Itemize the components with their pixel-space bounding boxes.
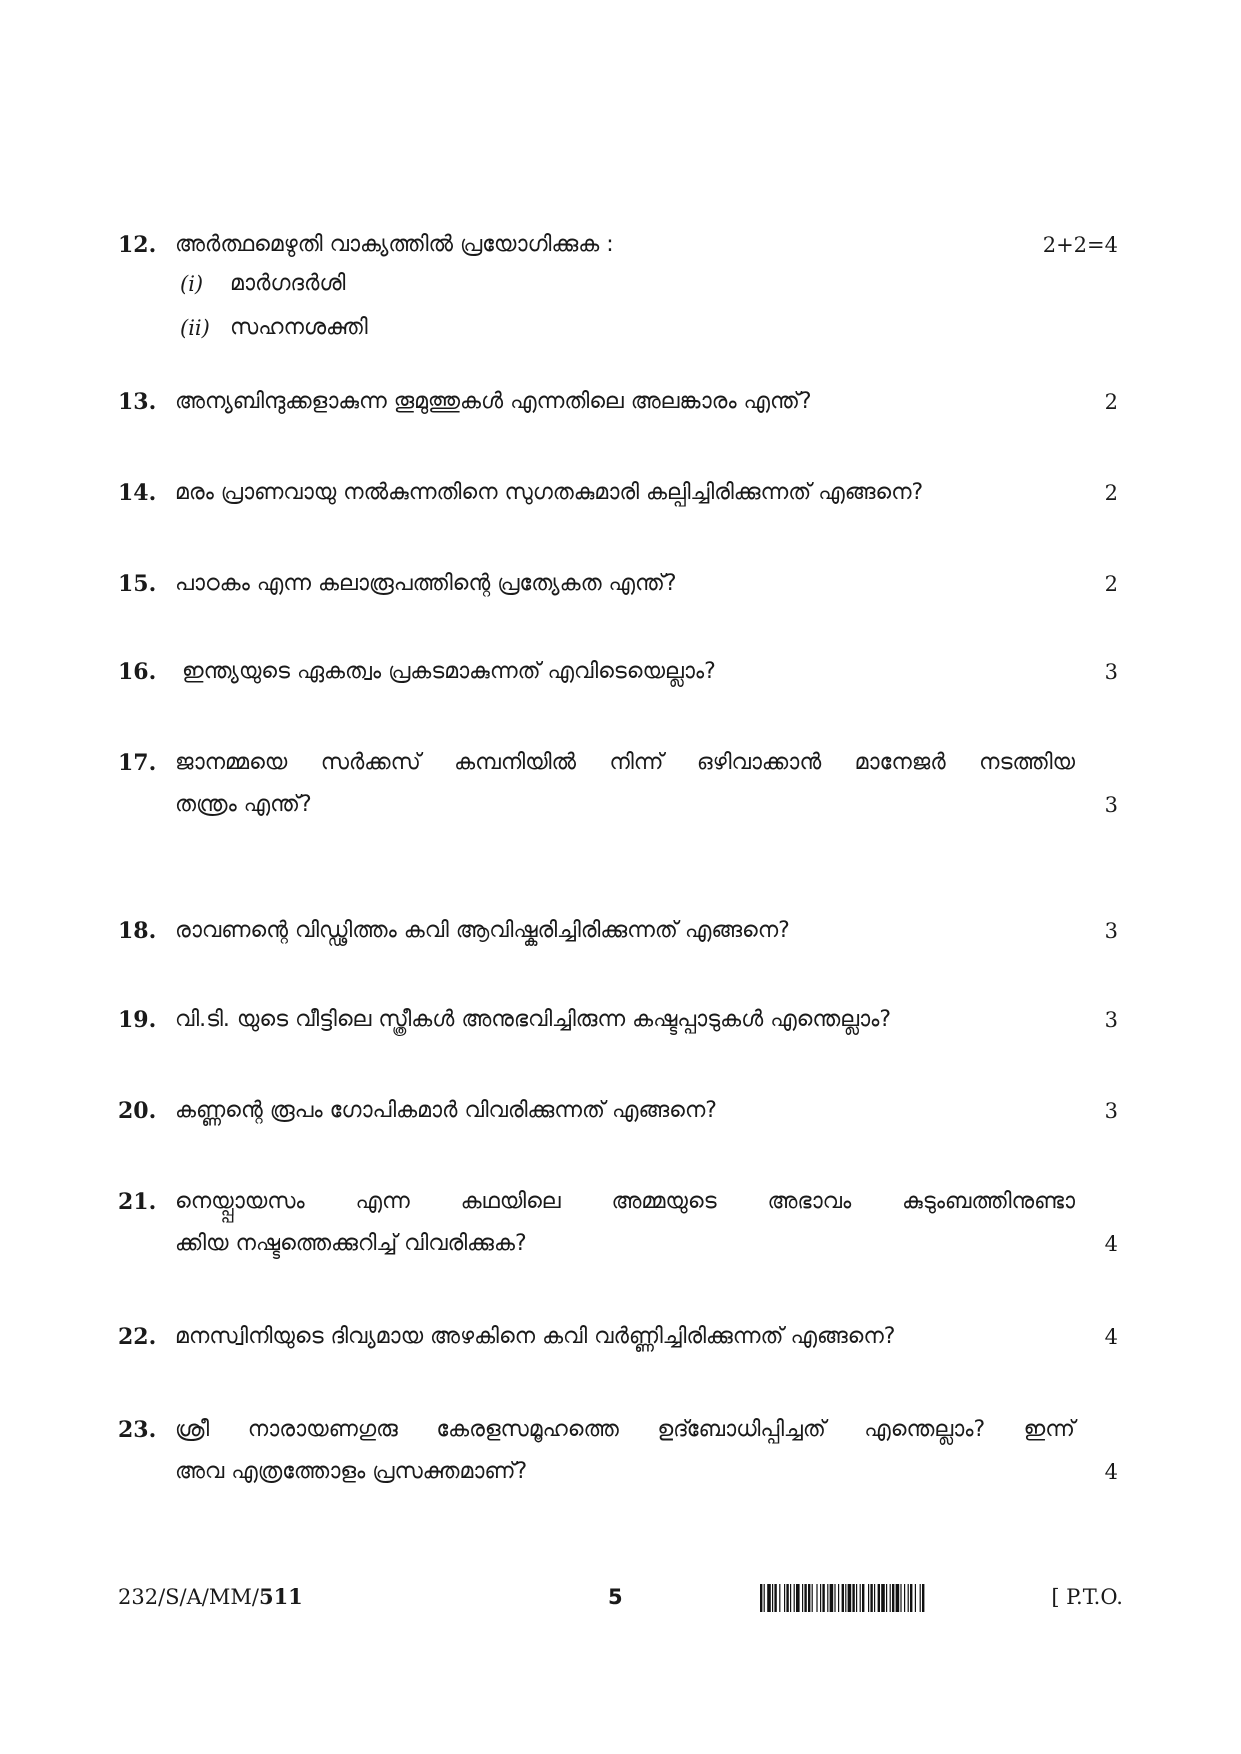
- barcode-bar: [830, 1584, 834, 1612]
- barcode-bar: [922, 1584, 924, 1612]
- barcode-bar: [808, 1584, 810, 1612]
- question-number: 22.: [118, 1324, 157, 1350]
- question-23: [118, 1413, 1118, 1489]
- barcode-bar: [834, 1584, 835, 1612]
- barcode-bar: [868, 1584, 869, 1612]
- question-marks: 3: [1104, 1008, 1118, 1032]
- barcode-bar: [822, 1584, 824, 1612]
- barcode-icon: [760, 1584, 1028, 1612]
- barcode-bar: [786, 1584, 788, 1612]
- barcode-bar: [838, 1584, 839, 1612]
- pto-label: [ P.T.O.: [1051, 1585, 1123, 1609]
- question-number: 12.: [118, 232, 157, 258]
- question-text-line-1: ശ്രീ നാരായണഗുരു കേരളസമൂഹത്തെ ഉദ്ബോധിപ്പിച്ചത് എന്തെല്ലാം? ഇന്ന്: [175, 1417, 1075, 1442]
- barcode-bar: [827, 1584, 828, 1612]
- barcode-bar: [790, 1584, 791, 1612]
- barcode-bar: [812, 1584, 813, 1612]
- question-text: അന്യബിന്ദുക്കളാകുന്ന തൂമുത്തുകൾ എന്നതിലെ അലങ്കാരം എന്ത്?: [175, 389, 812, 414]
- question-15: [118, 567, 1118, 601]
- barcode-bar: [848, 1584, 852, 1612]
- question-13: [118, 385, 1118, 419]
- question-text: മനസ്വിനിയുടെ ദിവ്യമായ അഴകിനെ കവി വർണ്ണിച്ചിരിക്കുന്നത് എങ്ങനെ?: [175, 1324, 896, 1349]
- page-number: 5: [608, 1585, 623, 1609]
- barcode-bar: [890, 1584, 891, 1612]
- question-text: വി.ടി. യുടെ വീട്ടിലെ സ്ത്രീകൾ അനുഭവിച്ചിരുന്ന കഷ്ടപ്പാടുകൾ എന്തെല്ലാം?: [175, 1007, 892, 1032]
- barcode-bar: [870, 1584, 872, 1612]
- question-12: [118, 228, 1118, 350]
- paper-code-number: 511: [258, 1584, 303, 1609]
- barcode-bar: [900, 1584, 901, 1612]
- barcode-bar: [904, 1584, 905, 1612]
- question-17: [118, 746, 1118, 822]
- question-20: [118, 1094, 1118, 1128]
- question-text-line-2: അവ എത്രത്തോളം പ്രസക്തമാണ്?: [175, 1459, 528, 1484]
- barcode-bar: [784, 1584, 785, 1612]
- barcode-bar: [862, 1584, 864, 1612]
- question-text: കണ്ണന്റെ രൂപം ഗോപികമാർ വിവരിക്കുന്നത് എങ്ങനെ?: [175, 1098, 717, 1123]
- question-text-line-1: നെയ്പ്പായസം എന്ന കഥയിലെ അമ്മയുടെ അഭാവം കുടുംബത്തിനുണ്ടാ: [175, 1189, 1075, 1214]
- question-marks: 4: [1104, 1232, 1118, 1256]
- barcode-bar: [908, 1584, 909, 1612]
- question-number: 17.: [118, 750, 157, 776]
- question-marks: 3: [1104, 1099, 1118, 1123]
- barcode-bar: [886, 1584, 887, 1612]
- barcode-bar: [779, 1584, 780, 1612]
- question-text: പാഠകം എന്ന കലാരൂപത്തിന്റെ പ്രത്യേകത എന്ത്?: [175, 571, 677, 596]
- question-number: 14.: [118, 480, 157, 506]
- barcode-bar: [915, 1584, 916, 1612]
- question-text: ഇന്ത്യയുടെ ഏകത്വം പ്രകടമാകുന്നത് എവിടെയെല്ലാം?: [182, 659, 716, 684]
- question-text-line-2: തന്ത്രം എന്ത്?: [175, 792, 312, 817]
- question-number: 19.: [118, 1007, 157, 1033]
- barcode-bar: [860, 1584, 861, 1612]
- paper-code: [118, 1580, 303, 1614]
- question-18: [118, 914, 1118, 948]
- question-21: [118, 1185, 1118, 1261]
- barcode-bar: [772, 1584, 773, 1612]
- question-marks: 3: [1104, 793, 1118, 817]
- question-marks: 4: [1104, 1325, 1118, 1349]
- barcode-bar: [767, 1584, 771, 1612]
- question-number: 23.: [118, 1417, 157, 1443]
- page-footer: [118, 1580, 1123, 1614]
- question-text: രാവണന്റെ വിഡ്ഢിത്തം കവി ആവിഷ്കരിച്ചിരിക്കുന്നത് എങ്ങനെ?: [175, 918, 790, 943]
- question-number: 21.: [118, 1189, 157, 1215]
- question-marks: 4: [1104, 1460, 1118, 1484]
- barcode-bar: [804, 1584, 806, 1612]
- barcode-bar: [920, 1584, 921, 1612]
- question-text: മരം പ്രാണവായു നൽകുന്നതിനെ സുഗതകുമാരി കല്പിച്ചിരിക്കുന്നത് എങ്ങനെ?: [175, 480, 924, 505]
- question-marks: 2: [1104, 390, 1118, 414]
- question-14: [118, 476, 1118, 510]
- barcode-bar: [892, 1584, 894, 1612]
- barcode-bar: [878, 1584, 880, 1612]
- barcode-bar: [910, 1584, 912, 1612]
- paper-code-prefix: 232/S/A/MM/: [118, 1585, 259, 1609]
- barcode-bar: [852, 1584, 854, 1612]
- barcode-bar: [794, 1584, 795, 1612]
- barcode-bar: [881, 1584, 885, 1612]
- question-text-line-1: ജാനമ്മയെ സർക്കസ് കമ്പനിയിൽ നിന്ന് ഒഴിവാക്കാൻ മാനേജർ നടത്തിയ: [175, 750, 1075, 775]
- sub-item-label: (i): [180, 272, 204, 296]
- barcode-bar: [774, 1584, 776, 1612]
- question-marks: 3: [1104, 660, 1118, 684]
- question-16: [118, 655, 1118, 689]
- question-number: 16.: [118, 659, 157, 685]
- sub-item-text: സഹനശക്തി: [230, 315, 368, 340]
- barcode-bar: [816, 1584, 817, 1612]
- question-number: 15.: [118, 571, 157, 597]
- question-marks: 2: [1104, 572, 1118, 596]
- question-22: [118, 1320, 1118, 1354]
- barcode-bar: [820, 1584, 821, 1612]
- barcode-bar: [845, 1584, 846, 1612]
- barcode-bar: [874, 1584, 875, 1612]
- barcode-bar: [856, 1584, 857, 1612]
- question-19: [118, 1003, 1118, 1037]
- barcode-bar: [764, 1584, 765, 1612]
- sub-item-label: (ii): [180, 316, 210, 340]
- barcode-bar: [842, 1584, 844, 1612]
- question-marks: 3: [1104, 919, 1118, 943]
- question-marks: 2: [1104, 481, 1118, 505]
- question-number: 18.: [118, 918, 157, 944]
- question-number: 20.: [118, 1098, 157, 1124]
- question-text-line-2: ക്കിയ നഷ്ടത്തെക്കുറിച്ച് വിവരിക്കുക?: [175, 1231, 527, 1256]
- barcode-bar: [802, 1584, 803, 1612]
- question-number: 13.: [118, 389, 157, 415]
- barcode-bar: [796, 1584, 800, 1612]
- question-text: അർത്ഥമെഴുതി വാക്യത്തിൽ പ്രയോഗിക്കുക :: [175, 232, 614, 257]
- barcode-bar: [896, 1584, 900, 1612]
- question-marks: 2+2=4: [1042, 233, 1118, 257]
- sub-item-text: മാർഗദർശി: [230, 271, 346, 296]
- barcode-bar: [760, 1584, 762, 1612]
